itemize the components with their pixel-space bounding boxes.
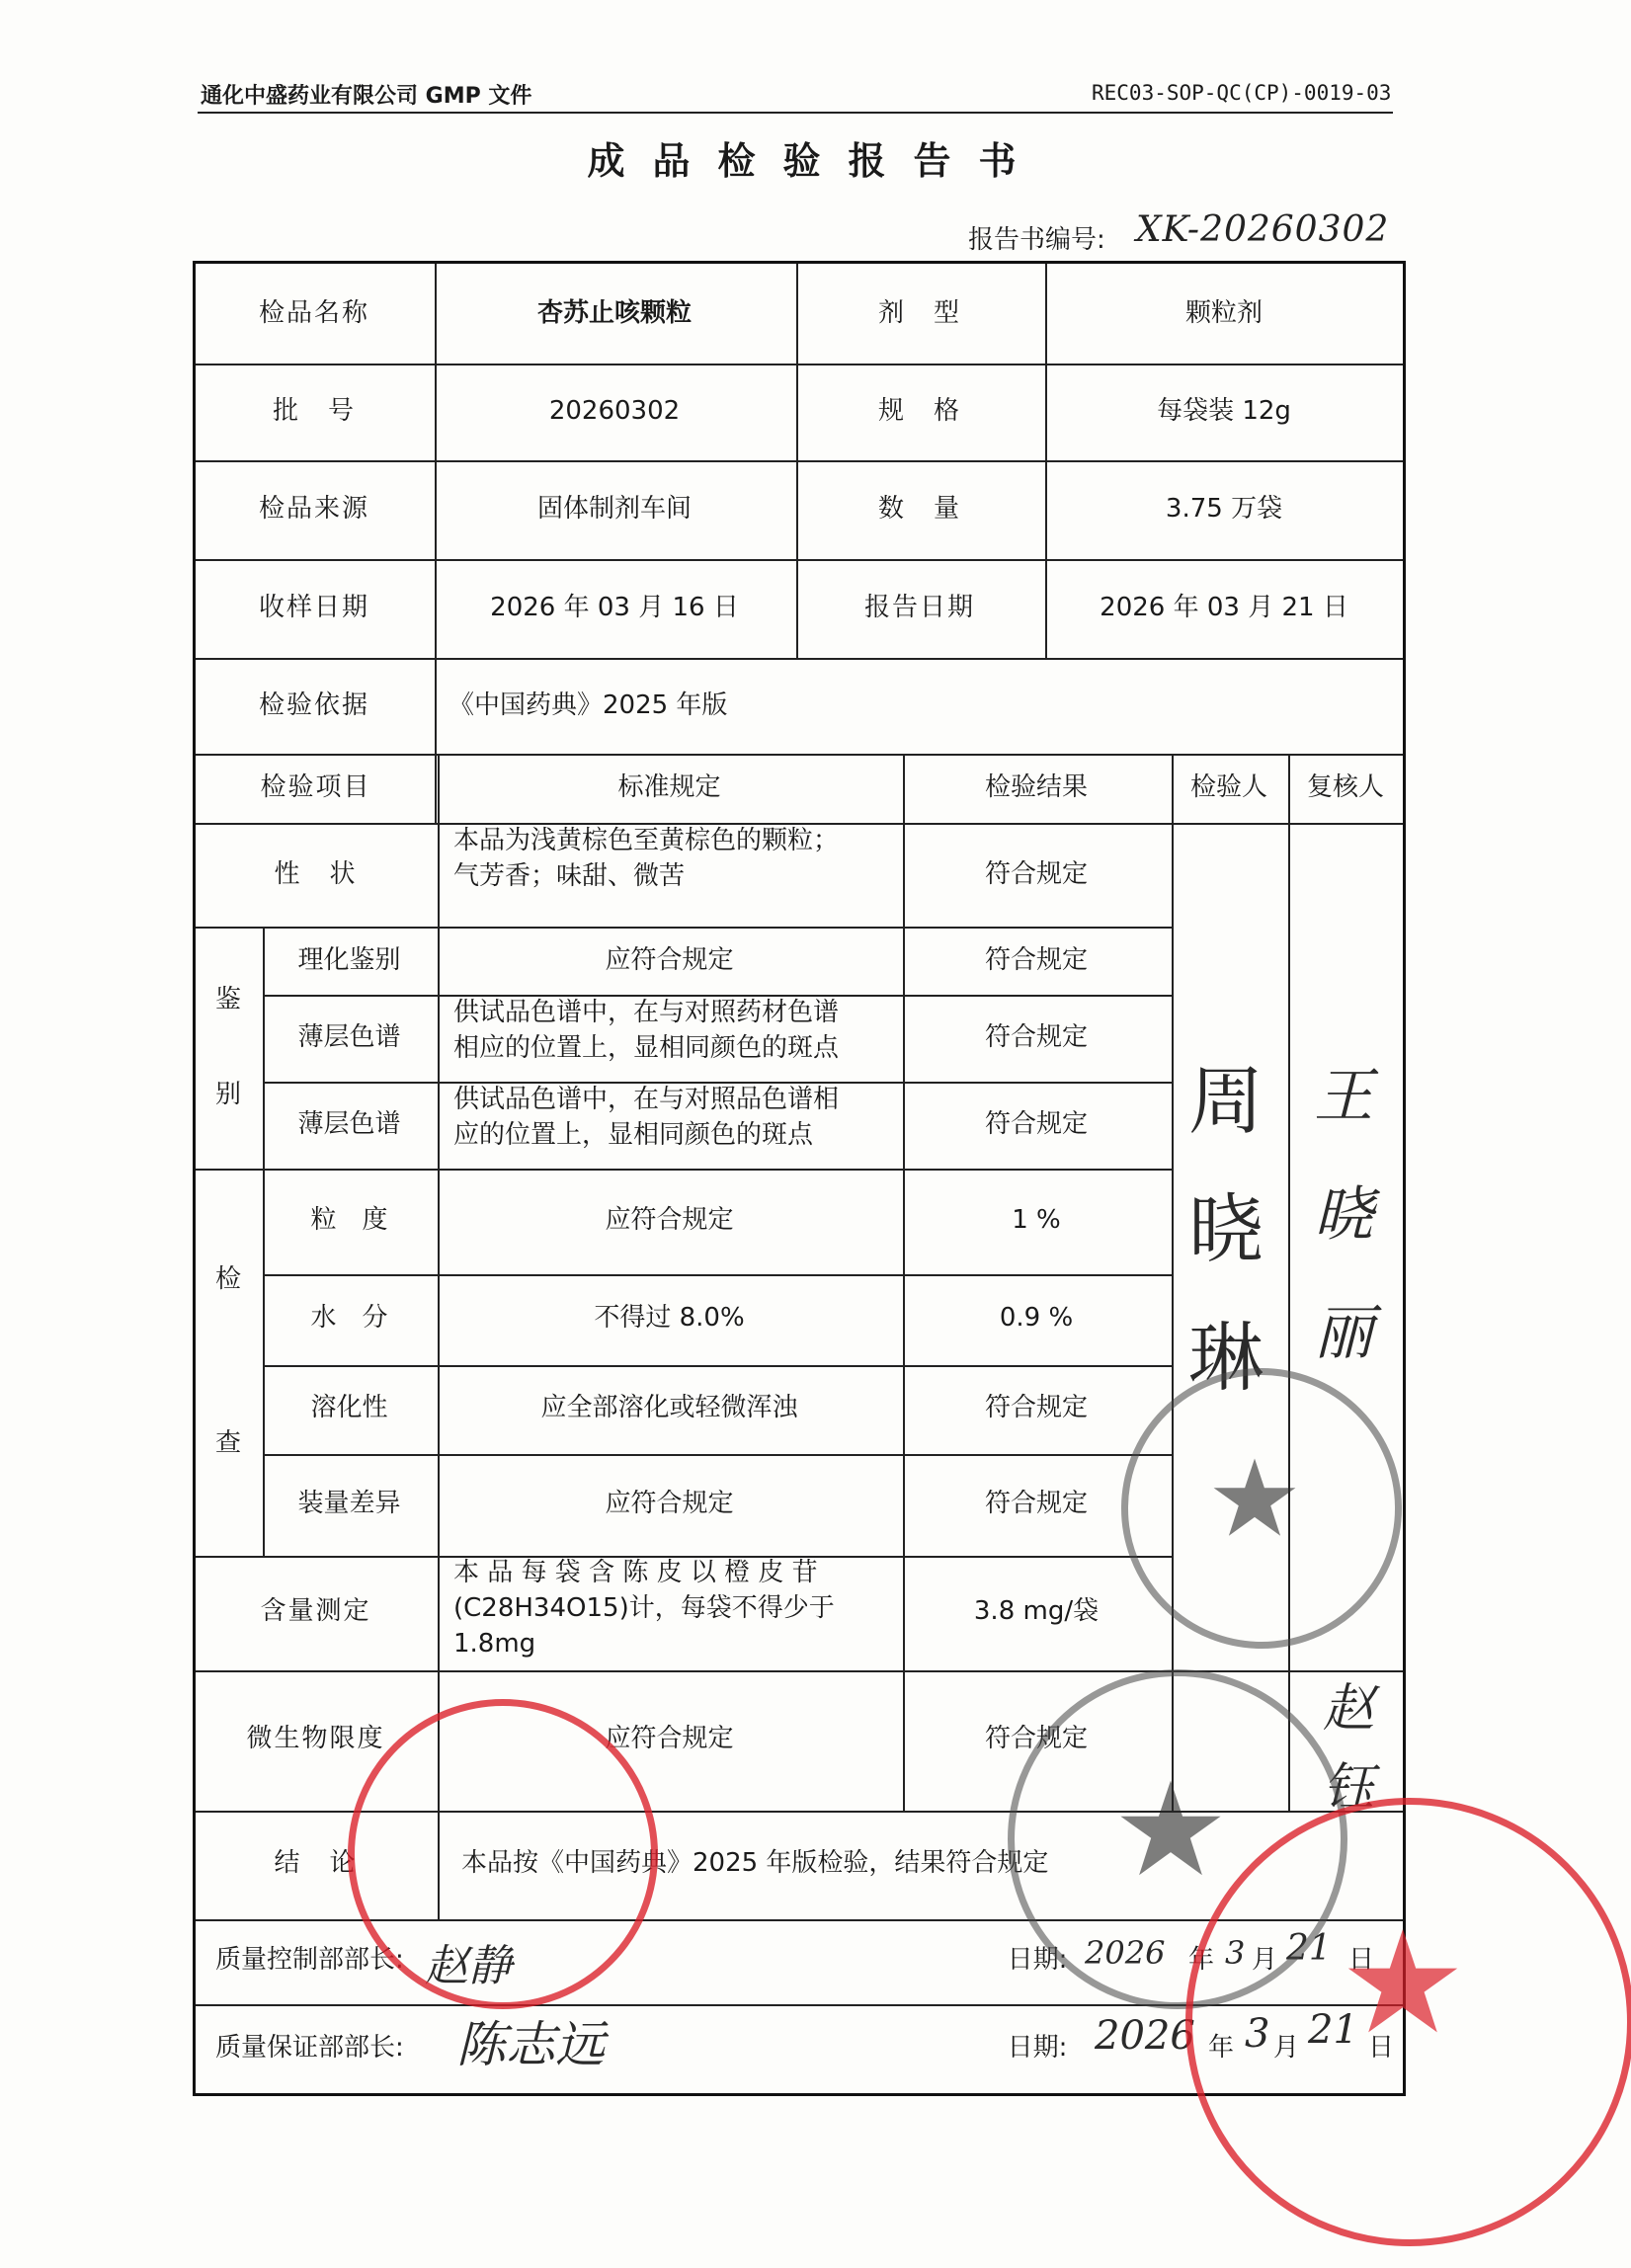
item-chem-ident: 理化鉴别 xyxy=(297,944,401,975)
res-assay: 3.8 mg/袋 xyxy=(973,1596,1100,1626)
report-number-value: XK-20260302 xyxy=(1136,209,1390,250)
res-tlc-2: 符合规定 xyxy=(984,1109,1088,1139)
group-check-char1: 检 xyxy=(214,1264,241,1294)
item-granularity: 粒 度 xyxy=(310,1205,388,1235)
std-tlc-2 xyxy=(438,1082,901,1167)
std-appearance-line2: 气芳香；味甜、微苦 xyxy=(453,861,686,891)
inspection-basis: 《中国药典》2025 年版 xyxy=(449,689,728,720)
col-head-standard: 标准规定 xyxy=(617,772,721,802)
inspector-signature: 周晓琳 xyxy=(1188,1057,1264,1402)
res-microbial: 符合规定 xyxy=(984,1724,1088,1753)
qc-date-day: 21 xyxy=(1286,1928,1332,1969)
page-title: 成品检验报告书 xyxy=(587,139,1044,183)
qc-date-month-unit: 月 xyxy=(1251,1945,1277,1975)
stamp-star-icon xyxy=(1344,1923,1462,2042)
qc-stamp-a xyxy=(1121,1368,1402,1649)
std-fill-weight: 应符合规定 xyxy=(605,1488,734,1518)
std-granularity: 应符合规定 xyxy=(605,1205,734,1235)
stamp-star-icon xyxy=(1116,1775,1225,1884)
std-moisture: 不得过 8.0% xyxy=(594,1303,745,1333)
basis-label: 检验依据 xyxy=(258,689,369,720)
group-check xyxy=(196,1169,261,1554)
item-moisture: 水 分 xyxy=(310,1303,388,1333)
group-identification xyxy=(196,927,261,1167)
res-chem-ident: 符合规定 xyxy=(984,944,1088,975)
std-tlc-1-line1: 供试品色谱中，在与对照药材色谱 xyxy=(453,998,840,1027)
doc-header-code: REC03-SOP-QC(CP)-0019-03 xyxy=(1092,81,1392,105)
product-name: 杏苏止咳颗粒 xyxy=(536,297,692,328)
header-rule xyxy=(198,112,1393,114)
product-name-label: 检品名称 xyxy=(258,297,369,328)
batch-label: 批 号 xyxy=(272,396,356,426)
reviewer-signature-2: 赵钰 xyxy=(1322,1679,1374,1818)
res-appearance: 符合规定 xyxy=(984,858,1088,889)
stamp-star-icon xyxy=(1210,1454,1299,1543)
col-line xyxy=(1288,754,1290,1811)
std-assay-line1: 本 品 每 袋 含 陈 皮 以 橙 皮 苷 xyxy=(453,1558,818,1587)
qa-head-signature: 陈志远 xyxy=(456,2016,605,2073)
std-tlc-2-line2: 应的位置上，显相同颜色的斑点 xyxy=(453,1120,814,1150)
group-ident-char2: 别 xyxy=(214,1079,241,1109)
doc-header-company: 通化中盛药业有限公司 GMP 文件 xyxy=(201,84,532,109)
std-solubility: 应全部溶化或轻微浑浊 xyxy=(540,1393,798,1422)
res-granularity: 1 % xyxy=(1012,1205,1061,1235)
qa-head-label: 质量保证部部长: xyxy=(215,2033,404,2063)
batch-number: 20260302 xyxy=(548,396,681,426)
item-fill-weight: 装量差异 xyxy=(297,1488,401,1518)
qc-head-signature: 赵静 xyxy=(425,1941,512,1991)
std-tlc-1 xyxy=(438,995,901,1080)
quantity-label: 数 量 xyxy=(877,494,961,524)
report-number-label: 报告书编号: xyxy=(968,225,1105,255)
qc-date-year: 2026 xyxy=(1085,1934,1166,1972)
res-tlc-1: 符合规定 xyxy=(984,1022,1088,1052)
col-head-result: 检验结果 xyxy=(984,772,1088,802)
col-head-inspector: 检验人 xyxy=(1189,772,1267,802)
report-date-label: 报告日期 xyxy=(863,593,975,622)
qa-date-year: 2026 xyxy=(1095,2013,1195,2059)
std-appearance xyxy=(438,823,901,925)
dosage-form: 颗粒剂 xyxy=(1184,297,1263,328)
source-label: 检品来源 xyxy=(258,494,369,524)
quality-stamp-red xyxy=(348,1699,658,2009)
group-check-char2: 查 xyxy=(214,1428,241,1458)
qc-date-month: 3 xyxy=(1225,1934,1246,1972)
item-microbial: 微生物限度 xyxy=(246,1724,385,1753)
std-tlc-1-line2: 相应的位置上，显相同颜色的斑点 xyxy=(453,1033,840,1063)
spec: 每袋装 12g xyxy=(1157,396,1291,426)
qc-date-day-unit: 日 xyxy=(1347,1945,1374,1975)
qc-date-year-unit: 年 xyxy=(1187,1945,1214,1975)
sample-source: 固体制剂车间 xyxy=(536,494,692,524)
qc-head-label: 质量控制部部长: xyxy=(215,1945,404,1975)
std-microbial: 应符合规定 xyxy=(605,1724,734,1753)
qc-stamp-red xyxy=(1185,1798,1631,2246)
qa-date-year-unit: 年 xyxy=(1207,2033,1234,2063)
spec-label: 规 格 xyxy=(877,396,961,426)
std-assay-line2: (C28H34O15)计，每袋不得少于 1.8mg xyxy=(453,1593,835,1659)
col-head-reviewer: 复核人 xyxy=(1306,772,1384,802)
res-fill-weight: 符合规定 xyxy=(984,1488,1088,1518)
item-tlc-2: 薄层色谱 xyxy=(297,1109,401,1139)
col-head-item: 检验项目 xyxy=(260,772,371,802)
quantity: 3.75 万袋 xyxy=(1165,494,1283,524)
item-tlc-1: 薄层色谱 xyxy=(297,1022,401,1052)
std-assay xyxy=(438,1555,901,1667)
qa-date-day-unit: 日 xyxy=(1367,2033,1394,2063)
qa-date-day: 21 xyxy=(1308,2007,1358,2053)
item-assay: 含量测定 xyxy=(260,1596,371,1626)
conclusion-label: 结 论 xyxy=(274,1848,358,1878)
item-solubility: 溶化性 xyxy=(310,1393,388,1422)
item-appearance: 性 状 xyxy=(274,858,358,889)
qc-date-label: 日期: xyxy=(1007,1945,1068,1975)
group-ident-char1: 鉴 xyxy=(214,984,241,1014)
report-date: 2026 年 03 月 21 日 xyxy=(1100,593,1348,622)
res-moisture: 0.9 % xyxy=(999,1303,1074,1333)
col-line xyxy=(1172,754,1174,1811)
res-solubility: 符合规定 xyxy=(984,1393,1088,1422)
std-chem-ident: 应符合规定 xyxy=(605,944,734,975)
sample-date-label: 收样日期 xyxy=(258,593,369,622)
std-appearance-line1: 本品为浅黄棕色至黄棕色的颗粒； xyxy=(453,826,840,855)
std-tlc-2-line1: 供试品色谱中，在与对照品色谱相 xyxy=(453,1085,840,1114)
sample-date: 2026 年 03 月 16 日 xyxy=(490,593,739,622)
reviewer-signature: 王晓丽 xyxy=(1314,1062,1373,1368)
qa-date-label: 日期: xyxy=(1007,2033,1068,2063)
dosage-form-label: 剂 型 xyxy=(877,297,961,328)
qa-date-month-unit: 月 xyxy=(1272,2033,1299,2063)
qa-date-month: 3 xyxy=(1245,2011,1270,2057)
conclusion-text: 本品按《中国药典》2025 年版检验，结果符合规定 xyxy=(461,1848,1049,1878)
